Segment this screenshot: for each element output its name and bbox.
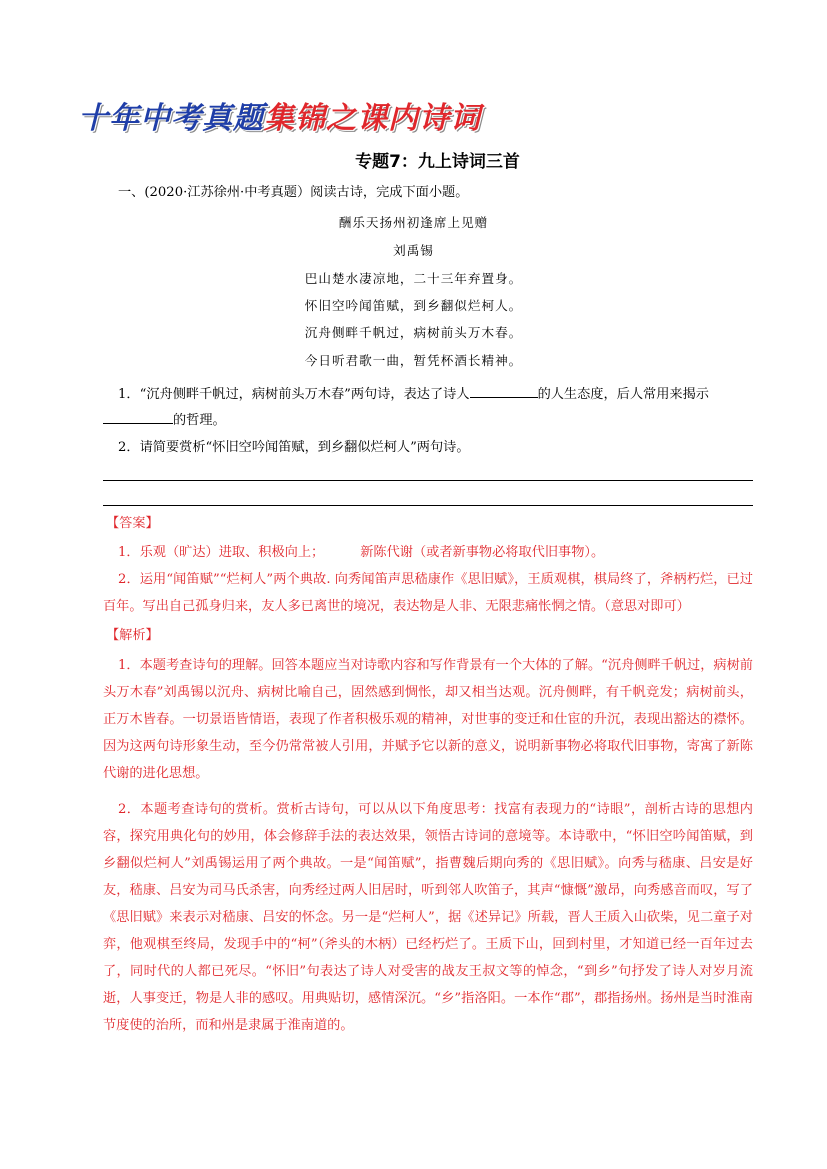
poem-title: 酬乐天扬州初逢席上见赠 (338, 215, 489, 230)
answer-blank-1[interactable] (470, 383, 538, 398)
answer-1: 1．乐观（旷达）进取、积极向上； 新陈代谢（或者新事物必将取代旧事物）。 (118, 545, 605, 560)
analysis-paragraph-1: 1．本题考查诗句的理解。回答本题应当对诗歌内容和写作背景有一个大体的了解。“沉舟侧畔千帆过，病树前头万木春”刘禹锡以沉舟、病树比喻自己，固然感到惆怅，却又相当达观。沉舟侧畔，有千帆竞发；病树前头，正万木皆春。一切景语皆情语，表现了作者积极乐观的精神，对世事的变迁和仕宦的升沉，表现出豁达的襟怀。因为这两句诗形象生动，至今仍常常被人引用，并赋予它以新的意义，说明新事物必将取代旧事物，寄寓了新陈代谢的进化思想。 (103, 658, 753, 781)
question-2: 2．请简要赏析“怀旧空吟闻笛赋，到乡翻似烂柯人”两句诗。 (118, 440, 470, 455)
banner-char: 年 (109, 101, 140, 136)
poem-line: 巴山楚水凄凉地，二十三年弃置身。 (304, 271, 523, 286)
question-1-continued: 的哲理。 (103, 409, 226, 430)
banner-char: 之 (326, 101, 357, 136)
banner-char: 十 (78, 101, 109, 136)
question-intro: 一、(2020·江苏徐州·中考真题）阅读古诗，完成下面小题。 (118, 185, 469, 200)
poem-author: 刘禹锡 (393, 243, 434, 258)
answer-label: 【答案】 (106, 516, 159, 531)
banner-char: 考 (171, 101, 202, 136)
banner-char: 词 (450, 101, 481, 136)
banner-char: 诗 (419, 101, 450, 136)
answer-blank-2[interactable] (103, 409, 173, 424)
series-banner (78, 93, 498, 136)
banner-char: 内 (388, 101, 419, 136)
page-title: 专题7：九上诗词三首 (355, 152, 520, 172)
poem-line: 怀旧空吟闻笛赋，到乡翻似烂柯人。 (304, 298, 523, 313)
banner-char: 课 (357, 101, 388, 136)
banner-char: 锦 (295, 101, 326, 136)
banner-char: 题 (233, 101, 264, 136)
banner-char: 真 (202, 101, 233, 136)
banner-char: 中 (140, 101, 171, 136)
answer-line[interactable] (103, 480, 753, 481)
series-banner-text (78, 93, 481, 137)
poem-line: 今日听君歌一曲，暂凭杯酒长精神。 (304, 353, 523, 368)
question-1: 1．“沉舟侧畔千帆过，病树前头万木春”两句诗，表达了诗人 的人生态度，后人常用来揭示 (118, 383, 709, 404)
poem-line: 沉舟侧畔千帆过，病树前头万木春。 (304, 325, 523, 340)
answer-2: 2．运用“闻笛赋”“烂柯人”两个典故. 向秀闻笛声思嵇康作《思旧赋》，王质观棋，棋局终了，斧柄朽烂，已过百年。写出自己孤身归来，友人多已离世的境况，表达物是人非、无限悲痛怅惘之情。（意思对即可） (103, 572, 753, 614)
analysis-label: 【解析】 (106, 628, 159, 643)
analysis-paragraph-2: 2．本题考查诗句的赏析。赏析古诗句，可以从以下角度思考：找富有表现力的“诗眼”，剖析古诗的思想内容，探究用典化句的妙用，体会修辞手法的表达效果，领悟古诗词的意境等。本诗歌中，“怀旧空吟闻笛赋，到乡翻似烂柯人”刘禹锡运用了两个典故。一是“闻笛赋”，指曹魏后期向秀的《思旧赋》。向秀与嵇康、吕安是好友，嵇康、吕安为司马氏杀害，向秀经过两人旧居时，听到邻人吹笛子，其声“慷慨”激昂，向秀感音而叹，写了《思旧赋》来表示对嵇康、吕安的怀念。另一是“烂柯人”，据《述异记》所载，晋人王质入山砍柴，见二童子对弈，他观棋至终局，发现手中的“柯”（斧头的木柄）已经朽烂了。王质下山，回到村里，才知道已经一百年过去了，同时代的人都已死尽。“怀旧”句表达了诗人对受害的战友王叔文等的悼念，“到乡”句抒发了诗人对岁月流逝，人事变迁，物是人非的感叹。用典贴切，感情深沉。“乡”指洛阳。一本作“郡”，郡指扬州。扬州是当时淮南节度使的治所，而和州是隶属于淮南道的。 (103, 802, 753, 1033)
answer-line[interactable] (103, 505, 753, 506)
banner-char: 集 (264, 101, 295, 136)
